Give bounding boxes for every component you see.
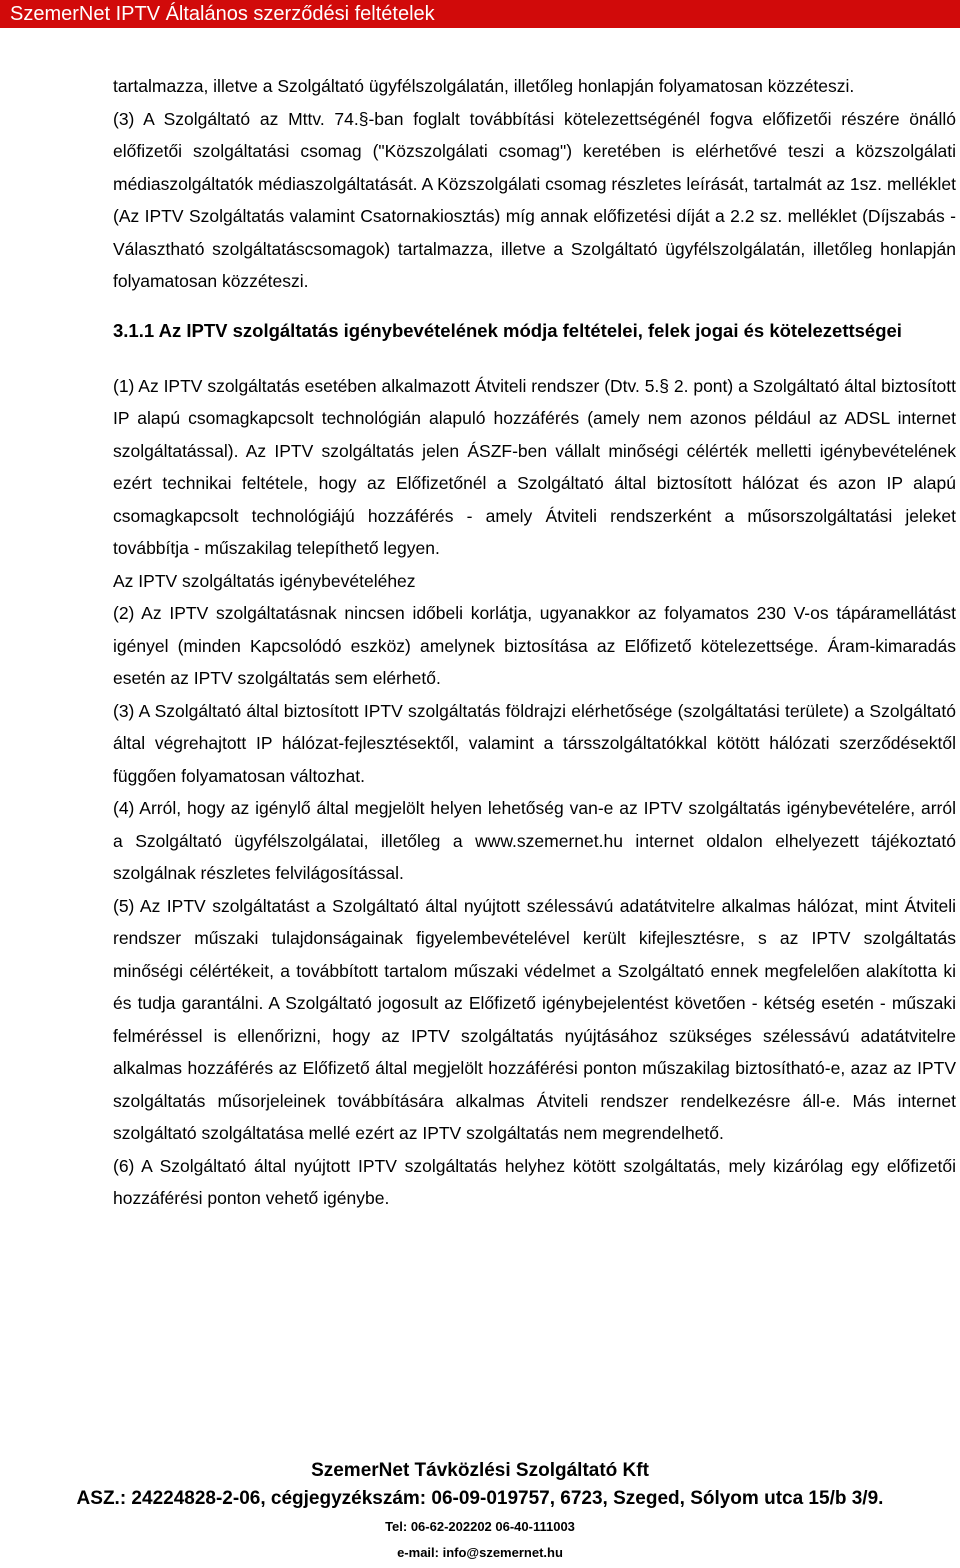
paragraph-1-transmission-system: (1) Az IPTV szolgáltatás esetében alkalmazott Átviteli rendszer (Dtv. 5.§ 2. pont) a Szolgáltató által biztosított IP alapú csomagkapcsolt technológián alapuló hozzáférés (amely nem azonos például az ADSL internet szolgáltatással). Az IPTV szolgáltatás jelen ÁSZF-ben vállalt minőségi célérték melletti igénybevételének ezért technikai feltétele, hogy az Előfizetőnél a Szolgáltató által biztosított hálózat és azon IP alapú csomagkapcsolt technológiájú hozzáférés - amely Átviteli rendszerként a műsorszolgáltatási jeleket továbbítja - műszakilag telepíthető legyen. — [113, 375, 956, 558]
paragraph-3-geographic-availability: (3) A Szolgáltató által biztosított IPTV szolgáltatás földrajzi elérhetősége (szolgáltatási területe) a Szolgáltató által végrehajtott IP hálózat-fejlesztésektől, valamint a társszolgáltatókkal kötött hálózati szerződésektől függően folyamatosan változhat. — [113, 700, 956, 786]
paragraph-6-fixed-location: (6) A Szolgáltató által nyújtott IPTV szolgáltatás helyhez kötött szolgáltatás, mely kizárólag egy előfizetői hozzáférési ponton vehető igénybe. — [113, 1155, 956, 1208]
footer-telephone: Tel: 06-62-202202 06-40-111003 — [385, 1519, 575, 1534]
footer-registration-address: ASZ.: 24224828-2-06, cégjegyzékszám: 06-09-019757, 6723, Szeged, Sólyom utca 15/b 3/9. — [76, 1488, 884, 1509]
document-body — [113, 70, 956, 1215]
section-heading-3-1-1: 3.1.1 Az IPTV szolgáltatás igénybevételének módja feltételei, felek jogai és kötelezettségei — [113, 319, 902, 341]
document-header-title: SzemerNet IPTV Általános szerződési feltételek — [10, 3, 435, 25]
document-header-bar — [0, 0, 960, 28]
paragraph-iptv-usage-label: Az IPTV szolgáltatás igénybevételéhez — [113, 570, 416, 591]
footer-email: e-mail: info@szemernet.hu — [397, 1545, 563, 1560]
paragraph-4-availability-info: (4) Arról, hogy az igénylő által megjelölt helyen lehetőség van-e az IPTV szolgáltatás igénybevételére, arról a Szolgáltató ügyfélszolgálatai, illetőleg a www.szemernet.hu internet oldalon elhelyezett tájékoztató szolgálnak részletes felvilágosítással. — [113, 798, 956, 883]
paragraph-3-public-service-package: (3) A Szolgáltató az Mttv. 74.§-ban foglalt továbbítási kötelezettségénél fogva előfizetői részére önálló előfizetői szolgáltatási csomag ("Közszolgálati csomag") keretében is elérhetővé teszi a közszolgálati médiaszolgáltatók médiaszolgáltatását. A Közszolgálati csomag részletes leírását, tartalmát az 1sz. melléklet (Az IPTV Szolgáltatás valamint Csatornakiosztás) míg annak előfizetési díját a 2.2 sz. melléklet (Díjszabás - Választható szolgáltatáscsomagok) tartalmazza, illetve a Szolgáltató ügyfélszolgálatán, illetőleg honlapján folyamatosan közzéteszi. — [113, 108, 956, 291]
paragraph-5-broadband-network: (5) Az IPTV szolgáltatást a Szolgáltató által nyújtott szélessávú adatátvitelre alkalmas hálózat, mint Átviteli rendszer műszaki tulajdonságainak figyelembevételével került kifejlesztésre, s az IPTV szolgáltatás minőségi célértékeit, a továbbított tartalom műszaki védelmet a Szolgáltató ennek megfelelően alakította ki és tudja garantálni. A Szolgáltató jogosult az Előfizető igénybejelentést követően - kétség esetén - műszaki felméréssel is ellenőrizni, hogy az IPTV szolgáltatás nyújtásához szükséges szélessávú adatátvitelre alkalmas hozzáférés az Előfizető által megjelölt hozzáférési ponton műszakilag biztosítható-e, azaz az IPTV szolgáltatás műsorjeleinek továbbítására alkalmas Átviteli rendszer rendelkezésre áll-e. Más internet szolgáltató szolgáltatása mellé ezért az IPTV szolgáltatás nem megrendelhető. — [113, 895, 956, 1143]
paragraph-2-power-supply: (2) Az IPTV szolgáltatásnak nincsen időbeli korlátja, ugyanakkor az folyamatos 230 V-os tápáramellátást igényel (minden Kapcsolódó eszköz) amelynek biztosítása az Előfizető kötelezettsége. Áram-kimaradás esetén az IPTV szolgáltatás sem elérhető. — [113, 603, 956, 688]
document-footer — [0, 1458, 960, 1566]
footer-company-name: SzemerNet Távközlési Szolgáltató Kft — [311, 1460, 649, 1481]
paragraph-continuation: tartalmazza, illetve a Szolgáltató ügyfélszolgálatán, illetőleg honlapján folyamatosan közzéteszi. — [113, 76, 855, 96]
